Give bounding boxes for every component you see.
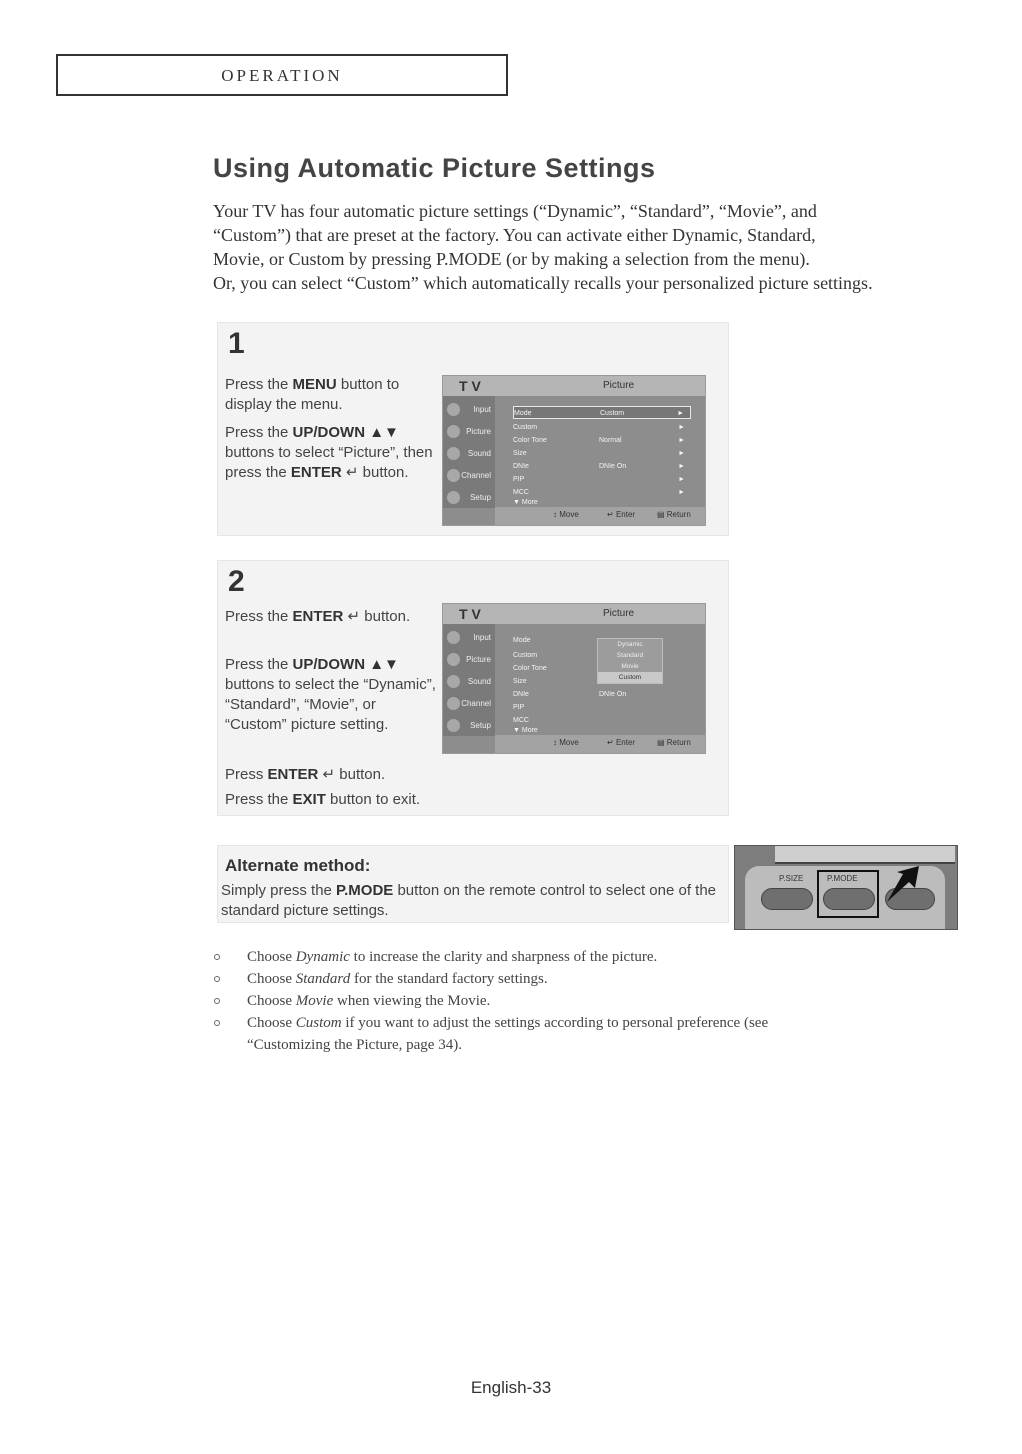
list-item: Choose Dynamic to increase the clarity and sharpness of the picture. [213,946,853,968]
dropdown-option: Standard [616,652,644,659]
osd-row: Custom [513,652,538,659]
picture-mode-list [213,946,853,1056]
osd-hint-move: ↕ Move [553,738,579,747]
enter-icon: ↵ [341,464,359,481]
input-icon [447,403,460,416]
remote-top-edge [775,846,955,864]
arrow-right-icon: ► [678,437,685,444]
osd-row: DNIe DNIe On [513,691,627,698]
osd-heading: Picture [603,380,635,391]
osd-row: Color Tone [513,665,547,672]
setup-icon [447,491,460,504]
page-title: Using Automatic Picture Settings [213,153,656,183]
enter-icon: ↵ [318,766,336,783]
osd-row: DNIe DNIe On ► [513,460,691,473]
osd-hint-bar [495,735,706,753]
step-2-instruction-1: Press the ENTER ↵ button. [225,608,411,625]
intro-line: Movie, or Custom by pressing P.MODE (or by making a selection from the menu). [213,249,810,269]
intro-line: Your TV has four automatic picture settings (“Dynamic”, “Standard”, “Movie”, and [213,201,817,221]
osd-titlebar [443,604,705,624]
osd-sidebar-item: Setup [447,488,491,508]
osd-row: PIP ► [513,473,691,486]
remote-psize-label: P.SIZE [779,874,804,883]
updown-key-label: UP/DOWN ▲▼ [292,424,399,441]
step-2-instruction-2: Press the UP/DOWN ▲▼ buttons to select the “Dynamic”, “Standard”, “Movie”, or “Custom” picture setting. [225,656,436,733]
osd-sidebar-item: Input [447,400,491,420]
osd-tv-label: T V [459,606,481,622]
remote-control-illustration [734,845,958,930]
enter-key-label: ENTER [292,608,344,625]
osd-row: MCC ► [513,486,691,499]
osd-sidebar-item: Picture [447,650,491,670]
osd-row: MCC [513,717,529,724]
list-item: Choose Custom if you want to adjust the settings according to personal preference (see “Customizing the Picture, page 34). [213,1012,853,1056]
alternate-method-panel [217,845,729,923]
osd-sidebar-item: Input [447,628,491,648]
step-2-instruction-3: Press ENTER ↵ button. [225,766,386,783]
return-icon: ▤ [657,738,667,747]
picture-icon [447,425,460,438]
osd-sidebar [443,624,495,736]
step-1-instruction-2: Press the UP/DOWN ▲▼ buttons to select “Picture”, then press the ENTER ↵ button. [225,424,433,481]
arrow-right-icon: ► [678,476,685,483]
step-1-instruction-1: Press the MENU button to display the menu. [225,376,400,413]
osd-row: ▼ More [513,499,538,506]
osd-hint-enter: ↵ Enter [607,510,636,519]
intro-line: “Custom”) that are preset at the factory. You can activate either Dynamic, Standard, [213,225,816,245]
bullet-icon [214,954,220,960]
osd-sidebar-item: Sound [447,444,491,464]
osd-hint-return: ▤ Return [657,510,691,519]
enter-key-label: ENTER [267,766,319,783]
arrow-right-icon: ► [677,410,684,417]
osd-heading: Picture [603,608,635,619]
picture-mode-dropdown [597,638,663,684]
osd-hint-move: ↕ Move [553,510,579,519]
osd-titlebar [443,376,705,396]
step-number: 1 [228,327,245,360]
step-2-panel [217,560,729,816]
osd-row: Mode [513,637,531,644]
arrow-right-icon: ► [678,463,685,470]
osd-row: ▼ More [513,727,538,734]
page-number: English-33 [470,1378,552,1397]
osd-row: Color Tone Normal ► [513,434,691,447]
step-number: 2 [228,565,245,598]
psize-button [761,888,813,910]
step-2-instruction-4: Press the EXIT button to exit. [225,791,421,808]
alternate-method-title: Alternate method: [225,856,371,875]
remote-pmode-label: P.MODE [827,874,858,883]
dropdown-option: Movie [621,663,639,670]
osd-hint-enter: ↵ Enter [607,738,636,747]
setup-icon [447,719,460,732]
alternate-method-text: Simply press the P.MODE button on the remote control to select one of the standard picture settings. [221,882,717,919]
enter-key-label: ENTER [290,464,342,481]
arrow-right-icon: ► [678,424,685,431]
arrow-right-icon: ► [678,489,685,496]
tv-osd-screen [442,375,706,526]
dropdown-option: Dynamic [617,641,643,648]
osd-sidebar-item: Channel [447,694,491,714]
move-icon: ↕ [553,738,560,747]
pointer-arrow-icon [885,864,927,904]
osd-row: Size ► [513,447,691,460]
dropdown-option-selected: Custom [598,672,662,683]
step-1-panel [217,322,729,536]
section-header-box [56,54,508,96]
osd-row: PIP [513,704,525,711]
osd-hint-return: ▤ Return [657,738,691,747]
return-icon: ▤ [657,510,667,519]
intro-line: Or, you can select “Custom” which automatically recalls your personalized picture settings. [213,273,873,293]
arrow-right-icon: ► [678,450,685,457]
bullet-icon [214,1020,220,1026]
osd-sidebar-item: Sound [447,672,491,692]
bullet-icon [214,998,220,1004]
updown-key-label: UP/DOWN ▲▼ [292,656,399,673]
osd-row: Size [513,678,527,685]
section-header-label: OPERATION [221,66,343,85]
enter-icon: ↵ [607,510,616,519]
move-icon: ↕ [553,510,560,519]
osd-sidebar [443,396,495,508]
osd-hint-bar [495,507,706,525]
osd-row: Custom ► [513,421,691,434]
osd-tv-label: T V [459,378,481,394]
input-icon [447,631,460,644]
sound-icon [447,447,460,460]
osd-sidebar-item: Picture [447,422,491,442]
picture-icon [447,653,460,666]
menu-key-label: MENU [292,376,337,393]
channel-icon [447,469,460,482]
tv-osd-screen [442,603,706,754]
enter-icon: ↵ [607,738,616,747]
osd-sidebar-item: Setup [447,716,491,736]
exit-key-label: EXIT [292,791,326,808]
intro-paragraph [213,199,973,295]
list-item: Choose Movie when viewing the Movie. [213,990,853,1012]
channel-icon [447,697,460,710]
pmode-key-label: P.MODE [336,882,394,899]
sound-icon [447,675,460,688]
list-item: Choose Standard for the standard factory settings. [213,968,853,990]
pmode-highlight [817,870,879,918]
bullet-icon [214,976,220,982]
osd-row: Mode Custom ► [513,406,691,419]
enter-icon: ↵ [343,608,361,625]
osd-sidebar-item: Channel [447,466,491,486]
